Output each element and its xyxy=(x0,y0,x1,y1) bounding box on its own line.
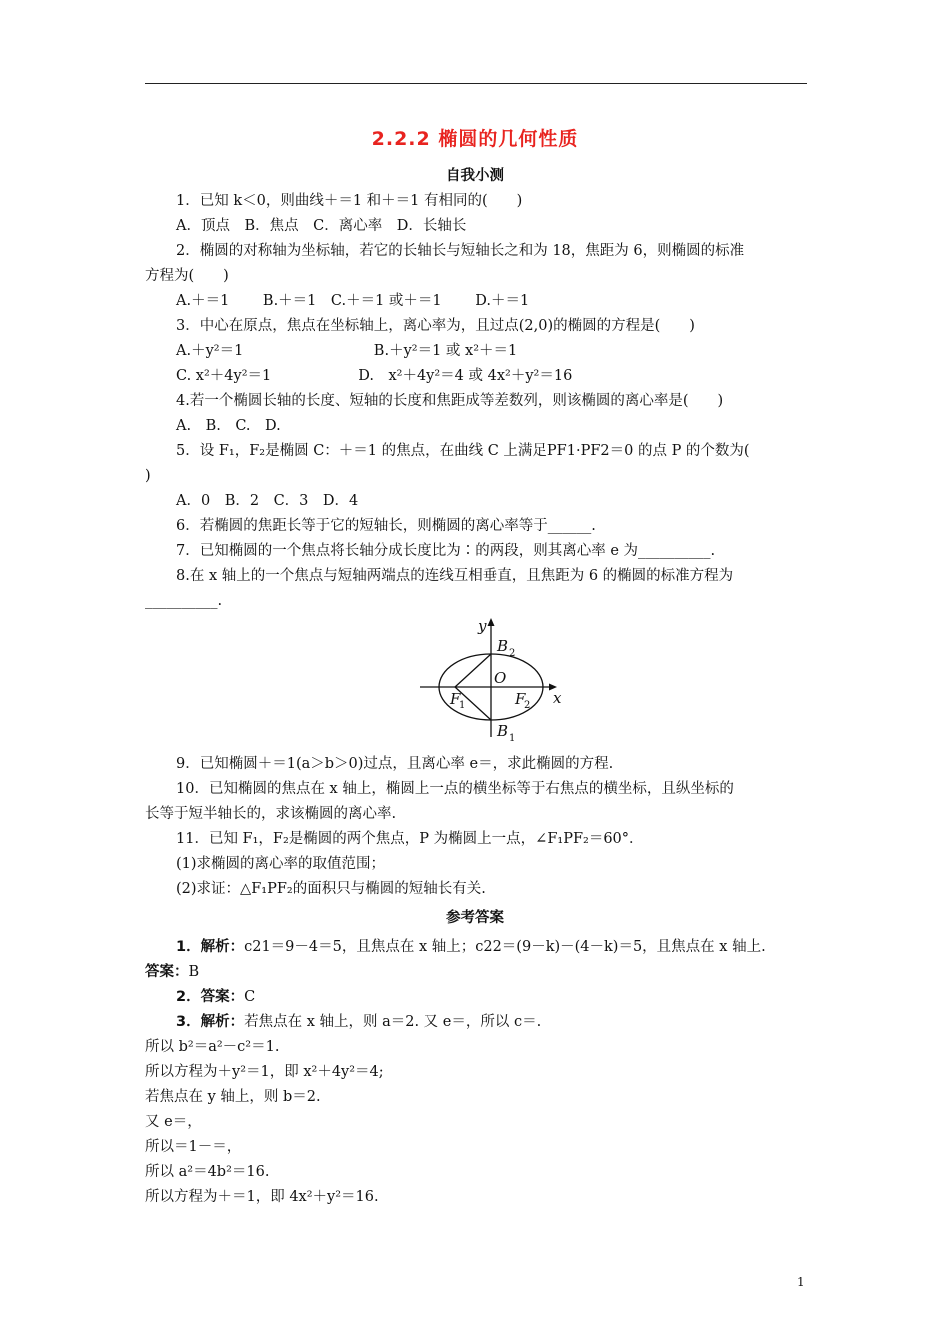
question-line: __________. xyxy=(145,593,223,609)
answer-3-label: 3．解析： xyxy=(176,1014,245,1030)
ellipse-figure xyxy=(417,615,577,745)
question-line: 6．若椭圆的焦距长等于它的短轴长，则椭圆的离心率等于______. xyxy=(176,518,596,534)
section-heading-self-test: 自我小测 xyxy=(446,168,504,184)
answer-1 xyxy=(176,937,766,957)
answer-3-text: 若焦点在 x 轴上，则 a＝2. 又 e＝，所以 c＝. xyxy=(244,1014,542,1030)
b2-subscript: 2 xyxy=(509,648,516,659)
question-line: C. x²＋4y²＝1 D. x²＋4y²＝4 或 4x²＋y²＝16 xyxy=(176,368,573,384)
answer-3-line: 所以方程为＋y²＝1，即 x²＋4y²＝4; xyxy=(145,1064,384,1080)
question-line: 长等于短半轴长的，求该椭圆的离心率. xyxy=(145,806,397,822)
question-line: 1．已知 k＜0，则曲线＋＝1 和＋＝1 有相同的( ) xyxy=(176,193,523,209)
answer-1-result xyxy=(145,962,199,982)
answer-2 xyxy=(176,987,255,1007)
question-line: 8.在 x 轴上的一个焦点与短轴两端点的连线互相垂直，且焦距为 6 的椭圆的标准方程为 xyxy=(176,568,734,584)
b1-label: B xyxy=(497,722,509,740)
question-line: 11．已知 F₁，F₂是椭圆的两个焦点，P 为椭圆上一点，∠F₁PF₂＝60°． xyxy=(176,831,644,847)
question-line: 10．已知椭圆的焦点在 x 轴上，椭圆上一点的横坐标等于右焦点的横坐标，且纵坐标的 xyxy=(176,781,734,797)
question-line: (2)求证：△F₁PF₂的面积只与椭圆的短轴长有关. xyxy=(176,881,486,897)
answer-3-line: 若焦点在 y 轴上，则 b＝2. xyxy=(145,1089,321,1105)
question-line: A．顶点 B．焦点 C．离心率 D．长轴长 xyxy=(176,218,467,234)
answer-2-label: 2．答案： xyxy=(176,989,245,1005)
question-line: A.＋y²＝1 B.＋y²＝1 或 x²＋＝1 xyxy=(176,343,518,359)
section-heading-answers: 参考答案 xyxy=(446,910,504,926)
x-axis-label: x xyxy=(553,689,562,707)
f2-subscript: 2 xyxy=(524,700,531,711)
y-axis-label: y xyxy=(478,617,487,635)
question-line: 方程为( ) xyxy=(145,268,229,284)
answer-1-result-value: B xyxy=(188,964,200,980)
question-line: A．0 B．2 C．3 D．4 xyxy=(176,493,359,509)
answer-1-label: 1．解析： xyxy=(176,939,245,955)
answer-3-line: 所以＝1－＝， xyxy=(145,1139,242,1155)
question-line: 9．已知椭圆＋＝1(a＞b＞0)过点，且离心率 e＝，求此椭圆的方程. xyxy=(176,756,614,772)
question-line: 4.若一个椭圆长轴的长度、短轴的长度和焦距成等差数列，则该椭圆的离心率是( ) xyxy=(176,393,724,409)
page-number: 1 xyxy=(797,1275,805,1289)
answer-1-text: c21＝9－4＝5，且焦点在 x 轴上；c22＝(9－k)－(4－k)＝5，且焦点在 x 轴上. xyxy=(244,939,766,955)
header-rule xyxy=(145,83,807,84)
question-line: (1)求椭圆的离心率的取值范围； xyxy=(176,856,386,872)
question-line: A. B. C. D. xyxy=(176,418,281,434)
answer-3 xyxy=(176,1012,541,1032)
answer-1-result-label: 答案： xyxy=(145,964,189,980)
question-line: 2．椭圆的对称轴为坐标轴，若它的长轴长与短轴长之和为 18，焦距为 6，则椭圆的标准 xyxy=(176,243,745,259)
origin-label: O xyxy=(494,669,507,687)
segment-f1-b2 xyxy=(455,654,491,687)
page-title: 2.2.2 椭圆的几何性质 xyxy=(371,128,579,150)
f2-label: F xyxy=(515,690,526,708)
question-line: 3．中心在原点，焦点在坐标轴上，离心率为，且过点(2,0)的椭圆的方程是( ) xyxy=(176,318,695,334)
answer-3-line: 又 e＝， xyxy=(145,1114,202,1130)
f1-label: F xyxy=(450,690,461,708)
answer-3-line: 所以方程为＋＝1，即 4x²＋y²＝16. xyxy=(145,1189,379,1205)
answer-3-line: 所以 b²＝a²－c²＝1. xyxy=(145,1039,280,1055)
question-line: 7．已知椭圆的一个焦点将长轴分成长度比为∶的两段，则其离心率 e 为__________. xyxy=(176,543,716,559)
b1-subscript: 1 xyxy=(509,733,516,744)
question-line: A.＋＝1 B.＋＝1 C.＋＝1 或＋＝1 D.＋＝1 xyxy=(176,293,530,309)
b2-label: B xyxy=(497,637,509,655)
y-axis-arrow xyxy=(488,618,495,626)
f1-subscript: 1 xyxy=(459,700,466,711)
question-line: 5．设 F₁，F₂是椭圆 C：＋＝1 的焦点，在曲线 C 上满足PF1·PF2＝0 的点 P 的个数为( xyxy=(176,443,750,459)
answer-3-line: 所以 a²＝4b²＝16. xyxy=(145,1164,270,1180)
question-line: ) xyxy=(145,468,151,484)
answer-2-value: C xyxy=(244,989,256,1005)
